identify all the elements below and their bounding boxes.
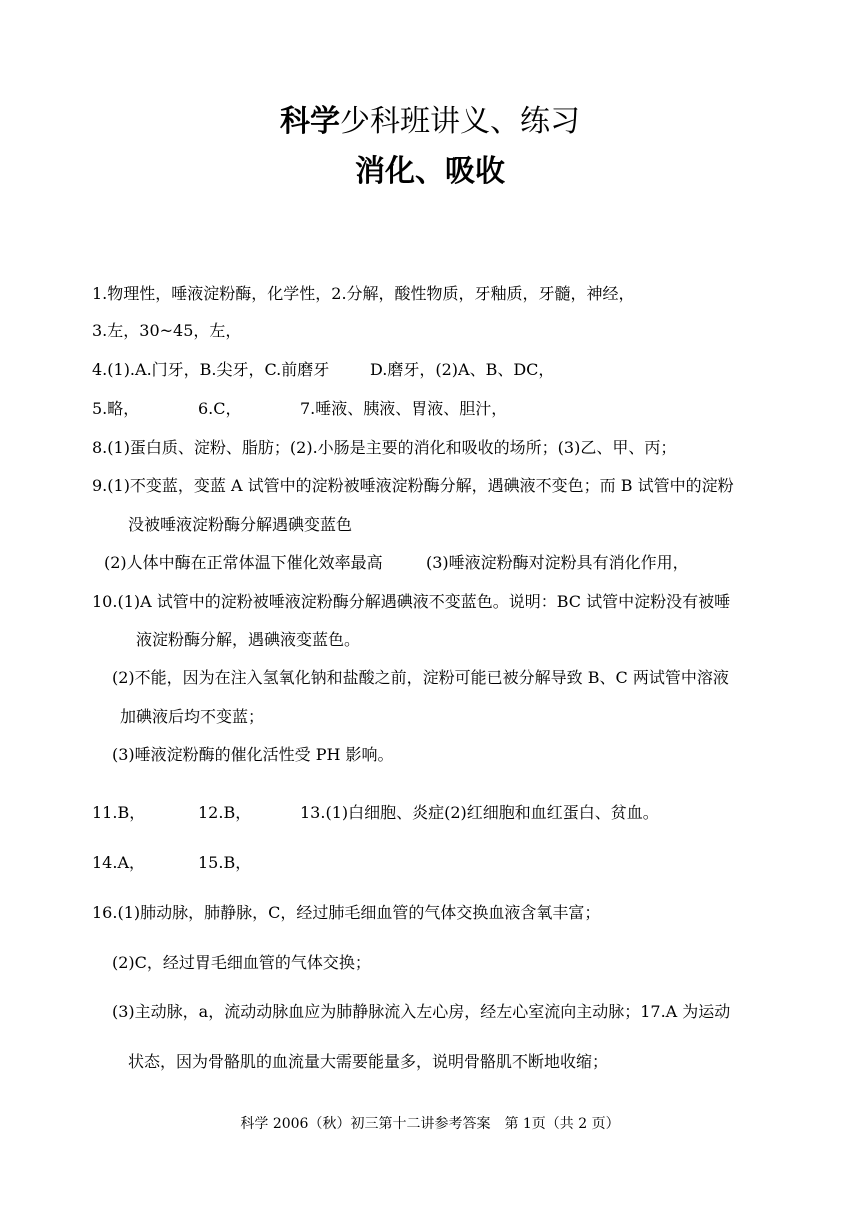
answer-line-4 <box>92 358 554 382</box>
answer-line-16d: 状态，因为骨骼肌的血流量大需要能量多，说明骨骼肌不断地收缩； <box>128 1052 609 1071</box>
answer-line-10b: 液淀粉酶分解，遇碘液变蓝色。 <box>136 630 361 649</box>
answer-9-part-2: (2)人体中酶在正常体温下催化效率最高 <box>104 553 383 572</box>
page-title <box>0 100 860 144</box>
answer-line-10d: 加碘液后均不变蓝； <box>120 707 265 726</box>
answer-line-11 <box>92 801 659 825</box>
answer-line-14 <box>92 851 251 875</box>
answer-12: 12.B， <box>198 803 252 822</box>
answer-13: 13.(1)白细胞、炎症(2)红细胞和血红蛋白、贫血。 <box>300 803 659 822</box>
answer-line-5 <box>92 397 507 421</box>
answer-5: 5.略， <box>92 399 140 418</box>
answer-14: 14.A， <box>92 853 146 872</box>
title-rest: 少科班讲义、练习 <box>340 104 580 139</box>
answer-line-16b: (2)C，经过胃毛细血管的气体交换； <box>112 953 371 972</box>
answer-line-9a: 9.(1)不变蓝，变蓝 A 试管中的淀粉被唾液淀粉酶分解，遇碘液不变色；而 B 试管中的淀粉 <box>92 476 734 495</box>
answer-line-8: 8.(1)蛋白质、淀粉、脂肪；(2).小肠是主要的消化和吸收的场所；(3)乙、甲、丙； <box>92 438 677 457</box>
answer-4-part-b: D.磨牙，(2)A、B、DC， <box>370 360 555 379</box>
title-bold-part: 科学 <box>280 104 340 139</box>
page-subtitle: 消化、吸收 <box>355 154 505 189</box>
answer-4-part-a: 4.(1).A.门牙，B.尖牙，C.前磨牙 <box>92 360 330 379</box>
answer-9-part-3: (3)唾液淀粉酶对淀粉具有消化作用， <box>426 553 689 572</box>
answer-line-10e: (3)唾液淀粉酶的催化活性受 PH 影响。 <box>112 745 394 764</box>
answer-line-10a: 10.(1)A 试管中的淀粉被唾液淀粉酶分解遇碘液不变蓝色。说明：BC 试管中淀粉没有被唾 <box>92 592 731 611</box>
answer-line-1: 1.物理性，唾液淀粉酶，化学性，2.分解，酸性物质，牙釉质，牙髓，神经， <box>92 284 635 303</box>
answer-line-9c <box>104 551 689 575</box>
answer-15: 15.B， <box>198 853 252 872</box>
answer-11: 11.B， <box>92 803 146 822</box>
answer-line-9b: 没被唾液淀粉酶分解遇碘变蓝色 <box>128 515 353 534</box>
answer-line-16c: (3)主动脉，a，流动动脉血应为肺静脉流入左心房，经左心室流向主动脉；17.A 为运动 <box>112 1002 731 1021</box>
answer-line-3: 3.左，30~45，左， <box>92 321 242 340</box>
page-footer: 科学 2006（秋）初三第十二讲参考答案 第 1页（共 2 页） <box>240 1116 620 1132</box>
answer-line-10c: (2)不能，因为在注入氢氧化钠和盐酸之前，淀粉可能已被分解导致 B、C 两试管中溶液 <box>112 668 729 687</box>
answer-7: 7.唾液、胰液、胃液、胆汁， <box>300 399 508 418</box>
answer-line-16a: 16.(1)肺动脉，肺静脉，C，经过肺毛细血管的气体交换血液含氧丰富； <box>92 903 601 922</box>
answer-6: 6.C， <box>198 399 242 418</box>
